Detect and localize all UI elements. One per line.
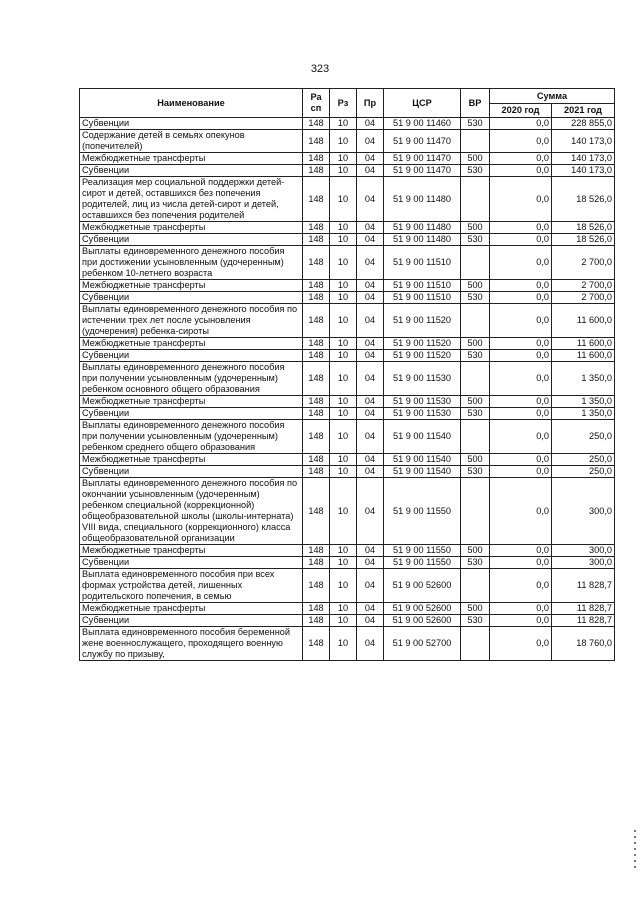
- cell-name: Выплаты единовременного денежного пособия по окончании усыновленным (удочеренным) ребенком специальной (коррекционной) общеобразовательной школы (школы-интерната) VIII вида, специального (коррекционного) класса общеобразовательной организации: [80, 478, 303, 545]
- cell-rz: 10: [330, 603, 357, 615]
- cell-y2020: 0,0: [490, 304, 552, 338]
- table-row: [80, 153, 615, 165]
- cell-y2020: 0,0: [490, 177, 552, 222]
- cell-rz: 10: [330, 408, 357, 420]
- cell-csr: 51 9 00 11480: [384, 222, 461, 234]
- cell-y2021: 11 600,0: [552, 304, 615, 338]
- table-row: [80, 627, 615, 661]
- cell-y2021: 228 855,0: [552, 118, 615, 130]
- cell-pr: 04: [357, 557, 384, 569]
- cell-name: Выплаты единовременного денежного пособия при получении усыновленным (удочеренным) ребенком среднего общего образования: [80, 420, 303, 454]
- cell-y2020: 0,0: [490, 627, 552, 661]
- table-row: [80, 338, 615, 350]
- cell-name: Межбюджетные трансферты: [80, 222, 303, 234]
- cell-y2021: 140 173,0: [552, 165, 615, 177]
- cell-y2021: 2 700,0: [552, 246, 615, 280]
- cell-rasp: 148: [303, 569, 330, 603]
- cell-rasp: 148: [303, 234, 330, 246]
- cell-rz: 10: [330, 177, 357, 222]
- cell-y2020: 0,0: [490, 408, 552, 420]
- cell-rasp: 148: [303, 304, 330, 338]
- cell-name: Субвенции: [80, 292, 303, 304]
- cell-pr: 04: [357, 246, 384, 280]
- cell-csr: 51 9 00 11550: [384, 478, 461, 545]
- cell-rz: 10: [330, 118, 357, 130]
- cell-y2020: 0,0: [490, 338, 552, 350]
- cell-rasp: 148: [303, 396, 330, 408]
- cell-rasp: 148: [303, 165, 330, 177]
- cell-csr: 51 9 00 11550: [384, 557, 461, 569]
- cell-rasp: 148: [303, 118, 330, 130]
- cell-rasp: 148: [303, 362, 330, 396]
- cell-pr: 04: [357, 338, 384, 350]
- cell-pr: 04: [357, 362, 384, 396]
- cell-rasp: 148: [303, 222, 330, 234]
- cell-rz: 10: [330, 246, 357, 280]
- cell-pr: 04: [357, 118, 384, 130]
- cell-name: Выплаты единовременного денежного пособия при достижении усыновленным (удочеренным) ребенком 10-летнего возраста: [80, 246, 303, 280]
- table-row: [80, 350, 615, 362]
- cell-name: Субвенции: [80, 466, 303, 478]
- cell-y2021: 2 700,0: [552, 292, 615, 304]
- cell-rasp: 148: [303, 545, 330, 557]
- cell-name: Межбюджетные трансферты: [80, 338, 303, 350]
- cell-y2020: 0,0: [490, 165, 552, 177]
- cell-y2020: 0,0: [490, 569, 552, 603]
- cell-pr: 04: [357, 627, 384, 661]
- cell-rasp: 148: [303, 454, 330, 466]
- cell-name: Выплаты единовременного денежного пособия при получении усыновленным (удочеренным) ребенком основного общего образования: [80, 362, 303, 396]
- cell-pr: 04: [357, 280, 384, 292]
- cell-y2021: 1 350,0: [552, 408, 615, 420]
- cell-csr: 51 9 00 52600: [384, 615, 461, 627]
- table-row: [80, 246, 615, 280]
- cell-vr: 500: [461, 545, 490, 557]
- cell-y2021: 11 828,7: [552, 603, 615, 615]
- scan-mark: [634, 830, 636, 900]
- cell-rz: 10: [330, 478, 357, 545]
- cell-rz: 10: [330, 362, 357, 396]
- cell-csr: 51 9 00 11470: [384, 130, 461, 153]
- cell-rz: 10: [330, 350, 357, 362]
- cell-y2021: 11 828,7: [552, 615, 615, 627]
- table-row: [80, 304, 615, 338]
- cell-vr: [461, 246, 490, 280]
- cell-y2021: 250,0: [552, 466, 615, 478]
- header-csr: ЦСР: [384, 89, 461, 118]
- cell-y2021: 300,0: [552, 545, 615, 557]
- cell-vr: 530: [461, 350, 490, 362]
- cell-y2020: 0,0: [490, 545, 552, 557]
- table-row: [80, 557, 615, 569]
- cell-vr: 500: [461, 603, 490, 615]
- cell-y2020: 0,0: [490, 280, 552, 292]
- table-row: [80, 130, 615, 153]
- cell-name: Субвенции: [80, 165, 303, 177]
- table-row: [80, 615, 615, 627]
- budget-table: [79, 88, 615, 661]
- table-header: [80, 89, 615, 118]
- cell-rasp: 148: [303, 153, 330, 165]
- cell-name: Субвенции: [80, 118, 303, 130]
- cell-y2020: 0,0: [490, 466, 552, 478]
- cell-rasp: 148: [303, 280, 330, 292]
- cell-csr: 51 9 00 11530: [384, 362, 461, 396]
- cell-y2020: 0,0: [490, 615, 552, 627]
- cell-y2021: 11 600,0: [552, 338, 615, 350]
- table-row: [80, 292, 615, 304]
- cell-name: Содержание детей в семьях опекунов (попечителей): [80, 130, 303, 153]
- table-row: [80, 118, 615, 130]
- header-pr: Пр: [357, 89, 384, 118]
- cell-csr: 51 9 00 52600: [384, 603, 461, 615]
- cell-vr: 530: [461, 615, 490, 627]
- cell-rasp: 148: [303, 478, 330, 545]
- cell-rasp: 148: [303, 177, 330, 222]
- cell-name: Межбюджетные трансферты: [80, 280, 303, 292]
- cell-y2020: 0,0: [490, 362, 552, 396]
- table-row: [80, 362, 615, 396]
- cell-csr: 51 9 00 11530: [384, 408, 461, 420]
- cell-y2021: 2 700,0: [552, 280, 615, 292]
- table-row: [80, 234, 615, 246]
- cell-vr: [461, 627, 490, 661]
- cell-vr: 530: [461, 466, 490, 478]
- cell-name: Межбюджетные трансферты: [80, 153, 303, 165]
- header-sum: Сумма: [490, 89, 615, 104]
- cell-rasp: 148: [303, 350, 330, 362]
- cell-pr: 04: [357, 603, 384, 615]
- table-row: [80, 165, 615, 177]
- cell-csr: 51 9 00 11520: [384, 304, 461, 338]
- cell-y2021: 18 526,0: [552, 222, 615, 234]
- cell-y2021: 11 600,0: [552, 350, 615, 362]
- cell-rz: 10: [330, 615, 357, 627]
- cell-pr: 04: [357, 130, 384, 153]
- cell-name: Межбюджетные трансферты: [80, 396, 303, 408]
- cell-pr: 04: [357, 222, 384, 234]
- cell-vr: 500: [461, 222, 490, 234]
- cell-csr: 51 9 00 11510: [384, 246, 461, 280]
- cell-vr: [461, 569, 490, 603]
- cell-vr: 530: [461, 557, 490, 569]
- table-body: [80, 118, 615, 661]
- cell-csr: 51 9 00 11540: [384, 466, 461, 478]
- cell-csr: 51 9 00 11520: [384, 350, 461, 362]
- cell-rz: 10: [330, 234, 357, 246]
- cell-rasp: 148: [303, 420, 330, 454]
- cell-y2020: 0,0: [490, 557, 552, 569]
- cell-pr: 04: [357, 569, 384, 603]
- cell-y2020: 0,0: [490, 153, 552, 165]
- cell-pr: 04: [357, 478, 384, 545]
- cell-name: Межбюджетные трансферты: [80, 545, 303, 557]
- cell-rz: 10: [330, 545, 357, 557]
- cell-vr: 500: [461, 454, 490, 466]
- cell-y2020: 0,0: [490, 420, 552, 454]
- table-row: [80, 177, 615, 222]
- cell-y2020: 0,0: [490, 350, 552, 362]
- cell-pr: 04: [357, 615, 384, 627]
- cell-rasp: 148: [303, 557, 330, 569]
- cell-rasp: 148: [303, 338, 330, 350]
- cell-rz: 10: [330, 280, 357, 292]
- cell-rasp: 148: [303, 615, 330, 627]
- cell-y2020: 0,0: [490, 222, 552, 234]
- cell-csr: 51 9 00 11460: [384, 118, 461, 130]
- cell-vr: 530: [461, 292, 490, 304]
- cell-rz: 10: [330, 557, 357, 569]
- header-name: Наименование: [80, 89, 303, 118]
- header-2021: 2021 год: [552, 104, 615, 118]
- cell-vr: 500: [461, 280, 490, 292]
- cell-rz: 10: [330, 153, 357, 165]
- cell-vr: [461, 420, 490, 454]
- cell-y2020: 0,0: [490, 603, 552, 615]
- cell-vr: 500: [461, 396, 490, 408]
- cell-rasp: 148: [303, 603, 330, 615]
- cell-name: Выплата единовременного пособия при всех формах устройства детей, лишенных родительского попечения, в семью: [80, 569, 303, 603]
- cell-rz: 10: [330, 466, 357, 478]
- cell-pr: 04: [357, 304, 384, 338]
- cell-pr: 04: [357, 165, 384, 177]
- cell-rz: 10: [330, 292, 357, 304]
- cell-rasp: 148: [303, 408, 330, 420]
- cell-y2020: 0,0: [490, 130, 552, 153]
- cell-csr: 51 9 00 11470: [384, 153, 461, 165]
- table-row: [80, 222, 615, 234]
- cell-pr: 04: [357, 177, 384, 222]
- cell-y2021: 300,0: [552, 478, 615, 545]
- cell-rasp: 148: [303, 627, 330, 661]
- cell-rz: 10: [330, 222, 357, 234]
- table-row: [80, 280, 615, 292]
- cell-rz: 10: [330, 454, 357, 466]
- table-row: [80, 396, 615, 408]
- cell-y2021: 250,0: [552, 420, 615, 454]
- cell-rz: 10: [330, 569, 357, 603]
- cell-rz: 10: [330, 627, 357, 661]
- cell-rz: 10: [330, 165, 357, 177]
- table-row: [80, 466, 615, 478]
- cell-csr: 51 9 00 11510: [384, 292, 461, 304]
- table-row: [80, 603, 615, 615]
- cell-y2021: 18 760,0: [552, 627, 615, 661]
- header-2020: 2020 год: [490, 104, 552, 118]
- cell-vr: 500: [461, 153, 490, 165]
- cell-pr: 04: [357, 545, 384, 557]
- header-ra-sp: Ра сп: [303, 89, 330, 118]
- cell-name: Выплаты единовременного денежного пособия по истечении трех лет после усыновления (удочерения) ребенка-сироты: [80, 304, 303, 338]
- cell-rz: 10: [330, 130, 357, 153]
- header-vr: ВР: [461, 89, 490, 118]
- cell-rz: 10: [330, 304, 357, 338]
- cell-csr: 51 9 00 52600: [384, 569, 461, 603]
- cell-vr: 530: [461, 165, 490, 177]
- cell-y2020: 0,0: [490, 234, 552, 246]
- cell-name: Субвенции: [80, 408, 303, 420]
- cell-rasp: 148: [303, 246, 330, 280]
- cell-csr: 51 9 00 11520: [384, 338, 461, 350]
- cell-rz: 10: [330, 396, 357, 408]
- cell-name: Субвенции: [80, 234, 303, 246]
- cell-vr: [461, 304, 490, 338]
- cell-name: Субвенции: [80, 350, 303, 362]
- cell-pr: 04: [357, 466, 384, 478]
- cell-pr: 04: [357, 454, 384, 466]
- table-row: [80, 478, 615, 545]
- cell-name: Субвенции: [80, 557, 303, 569]
- cell-pr: 04: [357, 153, 384, 165]
- cell-y2021: 140 173,0: [552, 130, 615, 153]
- cell-csr: 51 9 00 11540: [384, 454, 461, 466]
- cell-y2021: 1 350,0: [552, 396, 615, 408]
- table-row: [80, 420, 615, 454]
- cell-vr: 530: [461, 408, 490, 420]
- cell-csr: 51 9 00 11510: [384, 280, 461, 292]
- cell-csr: 51 9 00 11480: [384, 234, 461, 246]
- cell-y2020: 0,0: [490, 292, 552, 304]
- cell-y2020: 0,0: [490, 118, 552, 130]
- header-rz: Рз: [330, 89, 357, 118]
- cell-name: Межбюджетные трансферты: [80, 603, 303, 615]
- cell-rz: 10: [330, 420, 357, 454]
- cell-csr: 51 9 00 11480: [384, 177, 461, 222]
- cell-rz: 10: [330, 338, 357, 350]
- cell-y2020: 0,0: [490, 396, 552, 408]
- cell-y2021: 18 526,0: [552, 177, 615, 222]
- cell-name: Межбюджетные трансферты: [80, 454, 303, 466]
- cell-name: Реализация мер социальной поддержки детей-сирот и детей, оставшихся без попечения родителей, лиц из числа детей-сирот и детей, оставшихся без попечения родителей: [80, 177, 303, 222]
- cell-y2021: 250,0: [552, 454, 615, 466]
- cell-y2021: 300,0: [552, 557, 615, 569]
- cell-pr: 04: [357, 292, 384, 304]
- cell-vr: 530: [461, 118, 490, 130]
- cell-y2021: 1 350,0: [552, 362, 615, 396]
- cell-vr: 530: [461, 234, 490, 246]
- cell-y2021: 140 173,0: [552, 153, 615, 165]
- table-row: [80, 408, 615, 420]
- cell-y2020: 0,0: [490, 478, 552, 545]
- cell-vr: 500: [461, 338, 490, 350]
- page-number: 323: [310, 63, 330, 75]
- table-row: [80, 454, 615, 466]
- cell-vr: [461, 478, 490, 545]
- cell-csr: 51 9 00 52700: [384, 627, 461, 661]
- cell-rasp: 148: [303, 466, 330, 478]
- cell-pr: 04: [357, 234, 384, 246]
- cell-name: Субвенции: [80, 615, 303, 627]
- cell-y2021: 18 526,0: [552, 234, 615, 246]
- cell-name: Выплата единовременного пособия беременной жене военнослужащего, проходящего военную службу по призыву,: [80, 627, 303, 661]
- cell-csr: 51 9 00 11530: [384, 396, 461, 408]
- table-row: [80, 545, 615, 557]
- cell-vr: [461, 130, 490, 153]
- cell-csr: 51 9 00 11550: [384, 545, 461, 557]
- cell-pr: 04: [357, 408, 384, 420]
- cell-y2020: 0,0: [490, 246, 552, 280]
- cell-rasp: 148: [303, 130, 330, 153]
- cell-pr: 04: [357, 420, 384, 454]
- cell-vr: [461, 177, 490, 222]
- cell-rasp: 148: [303, 292, 330, 304]
- cell-y2021: 11 828,7: [552, 569, 615, 603]
- cell-y2020: 0,0: [490, 454, 552, 466]
- cell-vr: [461, 362, 490, 396]
- cell-pr: 04: [357, 396, 384, 408]
- table-row: [80, 569, 615, 603]
- cell-pr: 04: [357, 350, 384, 362]
- cell-csr: 51 9 00 11470: [384, 165, 461, 177]
- cell-csr: 51 9 00 11540: [384, 420, 461, 454]
